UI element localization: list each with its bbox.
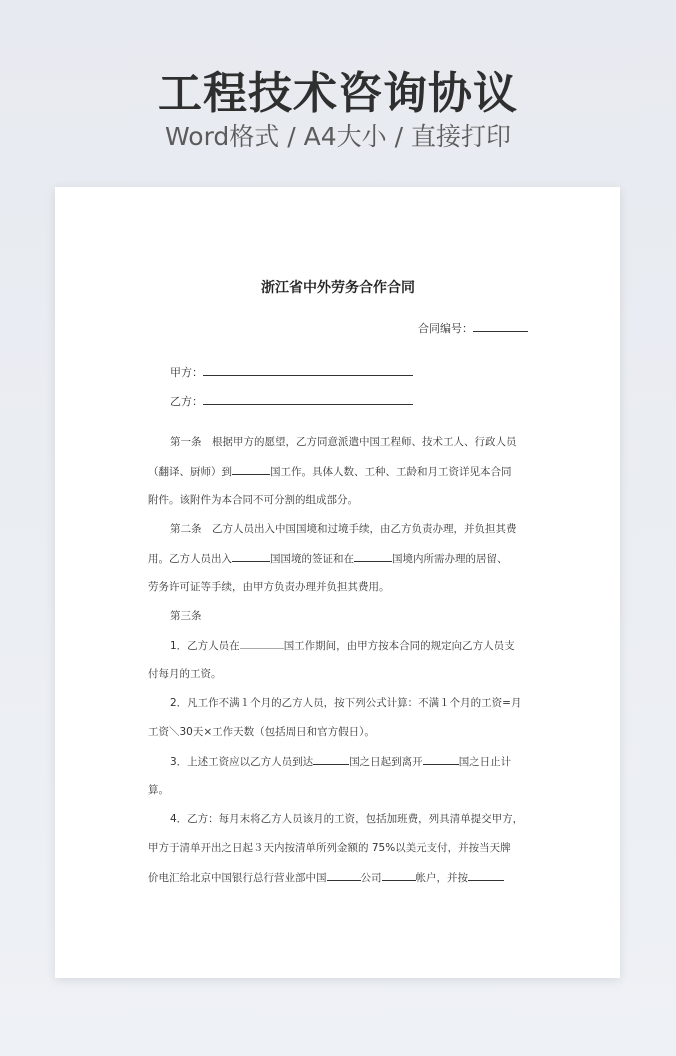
- party-b-blank: [203, 393, 413, 405]
- clause-1-line-3: 附件。该附件为本合同不可分割的组成部分。: [148, 494, 358, 506]
- clause-3-item-4-line-2: 甲方于清单开出之日起３天内按清单所列金额的 75%以美元支付，并按当天牌: [148, 842, 511, 854]
- clause-2-line-2-part-c: 国境内所需办理的居留、: [392, 553, 508, 565]
- contract-number-label: 合同编号：: [418, 322, 473, 335]
- clause-3-heading: 第三条: [170, 610, 202, 622]
- document-title: 浙江省中外劳务合作合同: [261, 280, 415, 296]
- clause-3-item-3-line-1: [170, 753, 532, 770]
- clause-3-item-1-part-a: 1．乙方人员在: [170, 640, 240, 652]
- clause-1-line-2: [148, 463, 532, 480]
- country-blank: [313, 753, 349, 765]
- clause-3-item-4-line-3: [148, 869, 532, 886]
- party-b: [170, 393, 413, 410]
- party-a-label: 甲方：: [170, 366, 203, 379]
- clause-3-item-3-part-a: 3．上述工资应以乙方人员到达: [170, 756, 314, 768]
- clause-2-line-2: [148, 550, 532, 567]
- clause-3-item-1-line-1: [170, 637, 532, 654]
- company-blank: [327, 869, 361, 881]
- country-blank: [354, 550, 392, 562]
- country-blank: [232, 550, 270, 562]
- clause-3-item-4-line-3-part-c: 帐户，并按: [415, 872, 468, 884]
- country-blank: [423, 753, 459, 765]
- clause-1-line-1: 第一条 根据甲方的愿望，乙方同意派遣中国工程师、技术工人、行政人员: [170, 436, 517, 448]
- clause-3-item-3-line-2: 算。: [148, 784, 169, 796]
- contract-number: [418, 320, 528, 337]
- company-blank: [382, 869, 416, 881]
- clause-3-item-2-line-2: 工资＼30天×工作天数（包括周日和官方假日）。: [148, 726, 375, 738]
- clause-1-line-2-part-b: 国工作。具体人数、工种、工龄和月工资详见本合同: [270, 466, 512, 478]
- clause-3-item-4-line-3-part-a: 价电汇给北京中国银行总行营业部中国: [148, 872, 327, 884]
- party-b-label: 乙方：: [170, 395, 203, 408]
- clause-2-line-2-part-a: 用。乙方人员出入: [148, 553, 232, 565]
- party-a: [170, 364, 413, 381]
- clause-3-item-4-line-1: 4．乙方：每月末将乙方人员该月的工资，包括加班费，列具清单提交甲方，: [170, 813, 524, 825]
- clause-3-item-3-part-b: 国之日起到离开: [349, 756, 423, 768]
- clause-1-line-2-part-a: （翻译、厨师）到: [148, 466, 232, 478]
- banner-subtitle: Word格式 / A4大小 / 直接打印: [165, 122, 511, 151]
- clause-2-line-2-part-b: 国国境的签证和在: [270, 553, 354, 565]
- clause-3-item-3-part-c: 国之日止计: [458, 756, 512, 768]
- clause-3-item-1-part-b: 国工作期间，由甲方按本合同的规定向乙方人员支: [283, 640, 515, 652]
- party-a-blank: [203, 364, 413, 376]
- banner-title: 工程技术咨询协议: [158, 68, 518, 119]
- clause-3-item-4-line-3-part-b: 公司: [360, 872, 382, 884]
- clause-3-item-2-line-1: 2．凡工作不满１个月的乙方人员，按下列公式计算：不满１个月的工资=月: [170, 697, 522, 709]
- contract-number-blank: [473, 320, 528, 332]
- country-blank: [240, 637, 284, 649]
- country-blank: [232, 463, 270, 475]
- clause-3-item-1-line-2: 付每月的工资。: [148, 668, 222, 680]
- trailing-blank: [468, 869, 504, 881]
- clause-2-line-1: 第二条 乙方人员出入中国国境和过境手续，由乙方负责办理，并负担其费: [170, 523, 517, 535]
- clause-2-line-3: 劳务许可证等手续，由甲方负责办理并负担其费用。: [148, 581, 390, 593]
